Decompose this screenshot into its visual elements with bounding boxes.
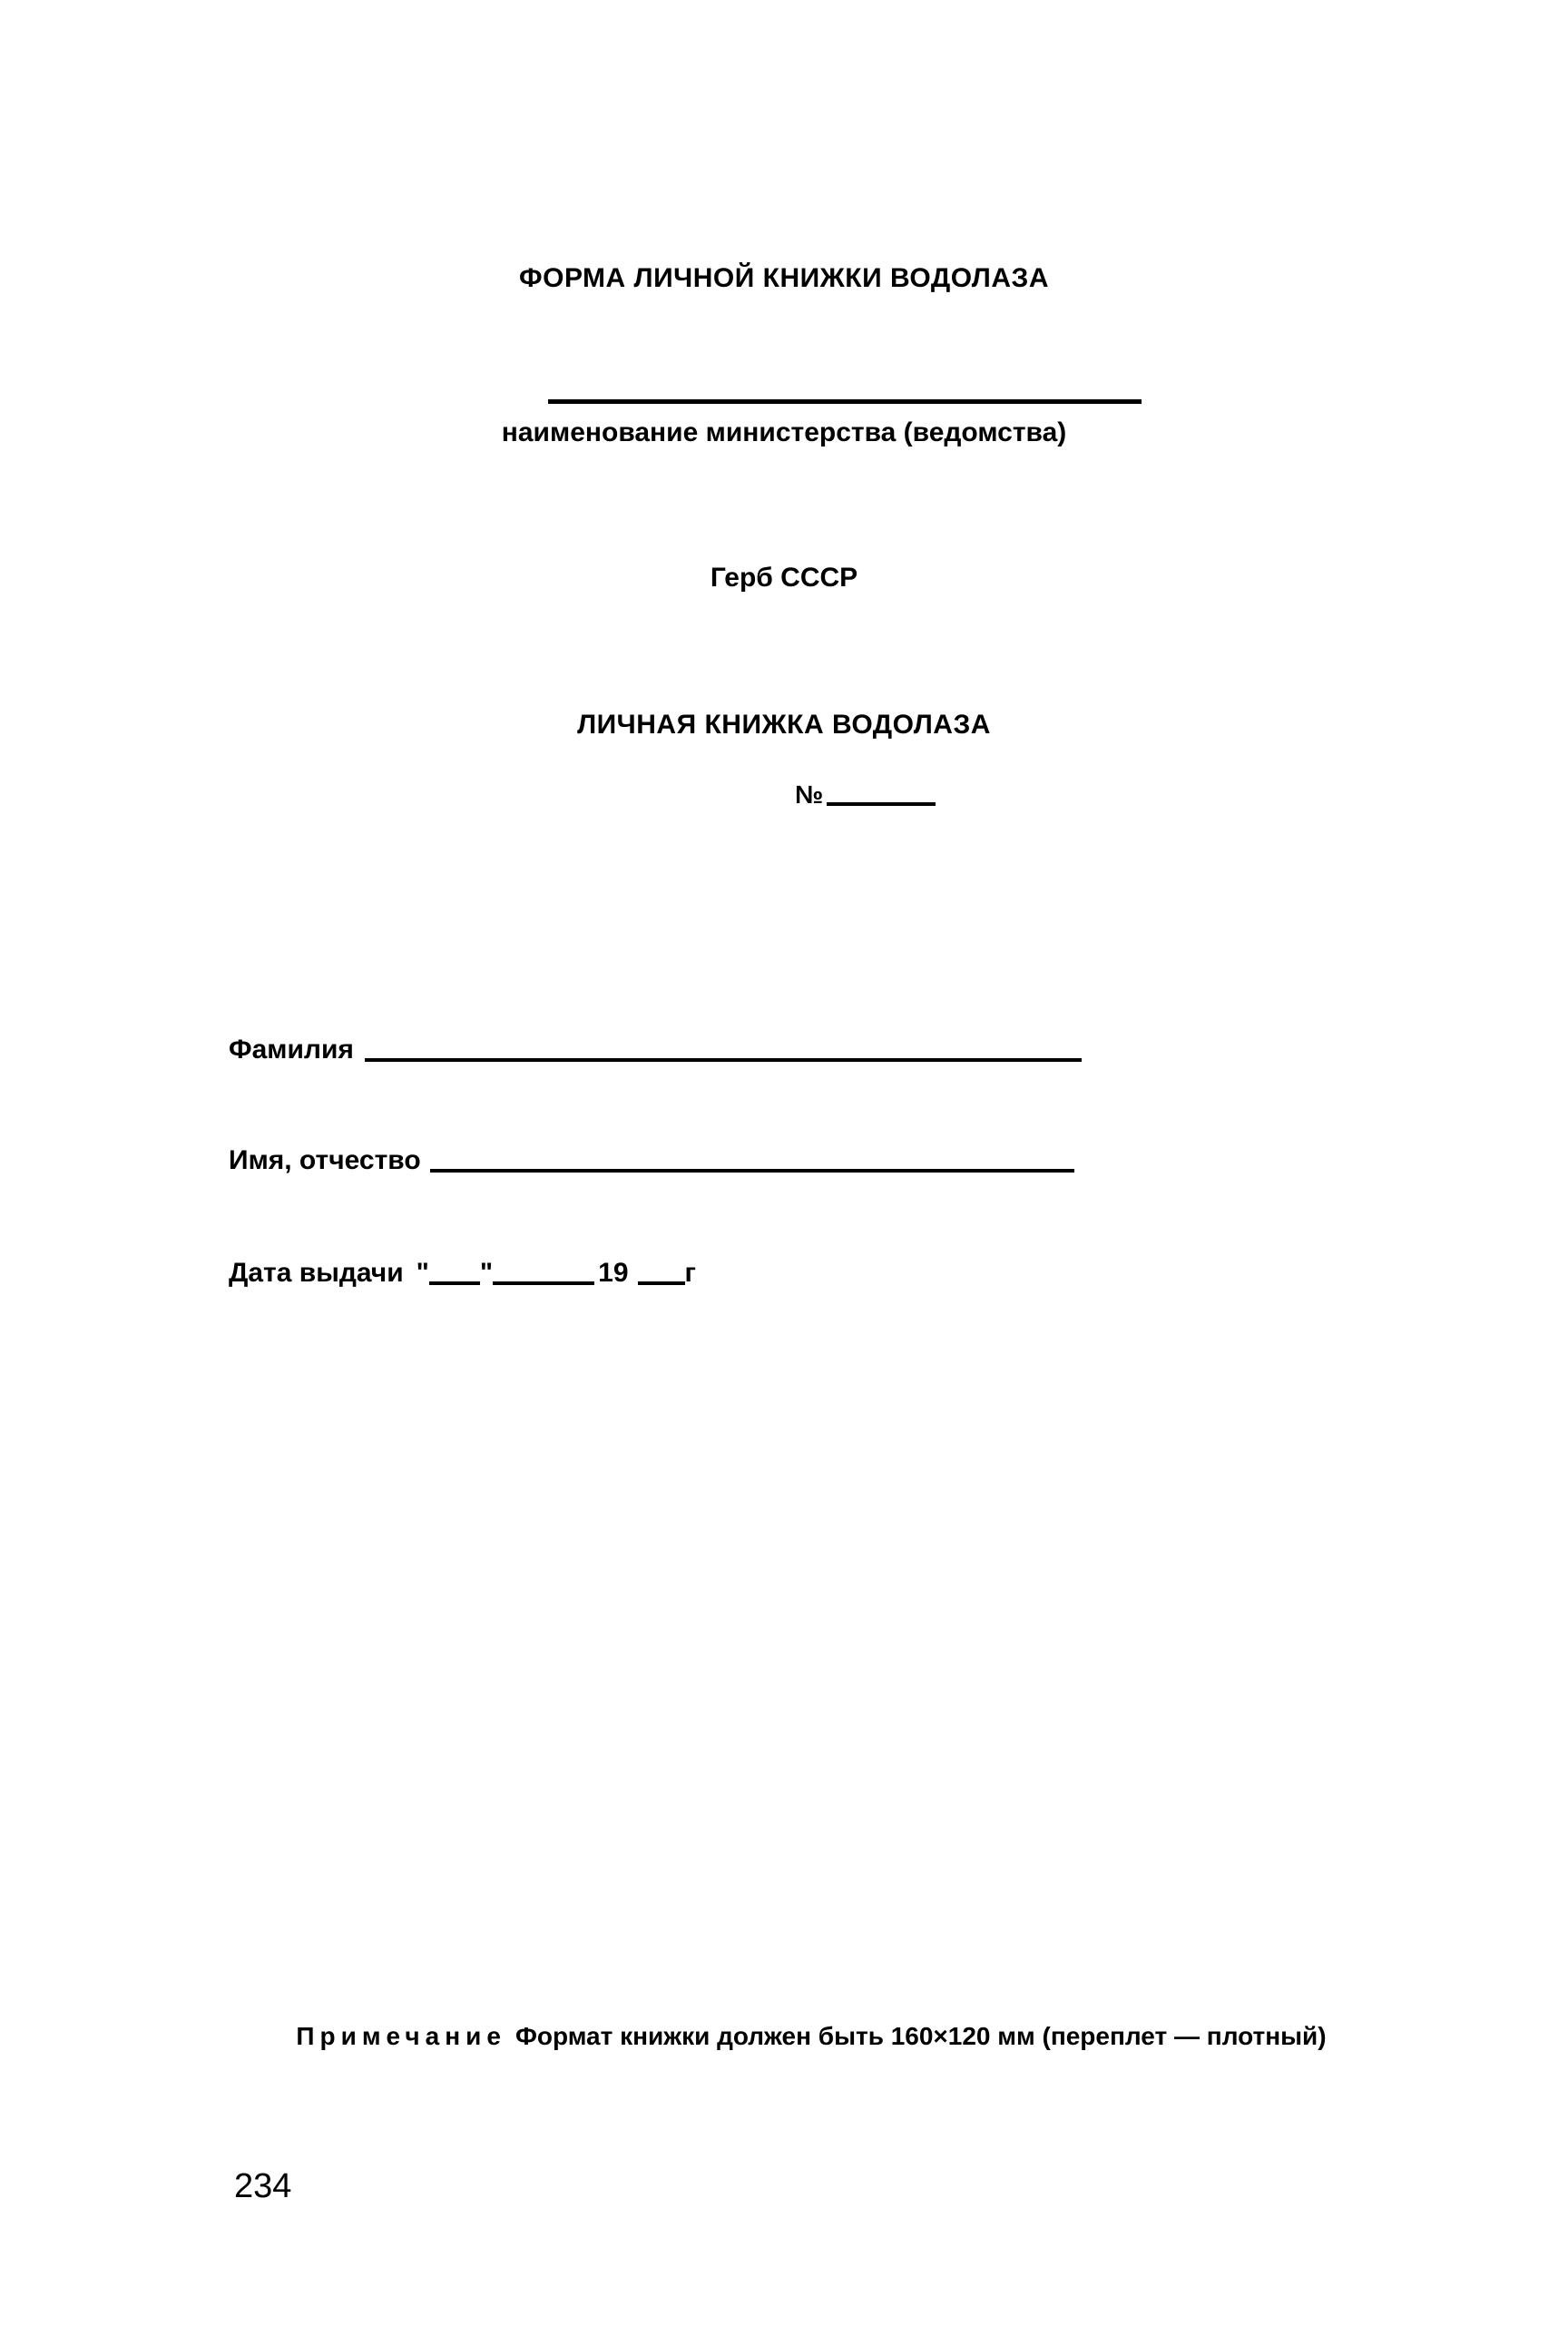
number-blank-line — [827, 802, 936, 806]
issue-date-label: Дата выдачи — [229, 1258, 404, 1288]
year-blank-line — [638, 1281, 685, 1285]
ministry-blank-line — [548, 399, 1142, 404]
date-quote-open: " — [416, 1258, 429, 1288]
number-sign: № — [795, 780, 824, 809]
book-title: ЛИЧНАЯ КНИЖКА ВОДОЛАЗА — [577, 710, 991, 740]
form-title: ФОРМА ЛИЧНОЙ КНИЖКИ ВОДОЛАЗА — [519, 263, 1049, 293]
year-suffix: г — [684, 1258, 697, 1288]
name-field — [229, 1145, 1074, 1176]
name-label: Имя, отчество — [229, 1145, 421, 1175]
ministry-caption: наименование министерства (ведомства) — [501, 417, 1067, 447]
month-blank-line — [493, 1281, 594, 1285]
surname-label: Фамилия — [229, 1035, 354, 1065]
year-prefix: 19 — [598, 1258, 629, 1288]
surname-field — [229, 1035, 1082, 1065]
date-quote-close: " — [479, 1258, 494, 1288]
surname-blank-line — [365, 1058, 1082, 1062]
emblem-placeholder: Герб СССР — [710, 563, 858, 593]
note-text: Формат книжки должен быть 160×120 мм (переплет — плотный) — [514, 2022, 1327, 2050]
note-label: Примечание — [296, 2022, 506, 2050]
name-blank-line — [430, 1169, 1074, 1173]
day-blank-line — [429, 1281, 480, 1285]
page-number: 234 — [234, 2167, 292, 2205]
book-number-field — [795, 780, 936, 810]
format-note — [0, 2022, 1568, 2051]
issue-date-field — [229, 1258, 696, 1289]
